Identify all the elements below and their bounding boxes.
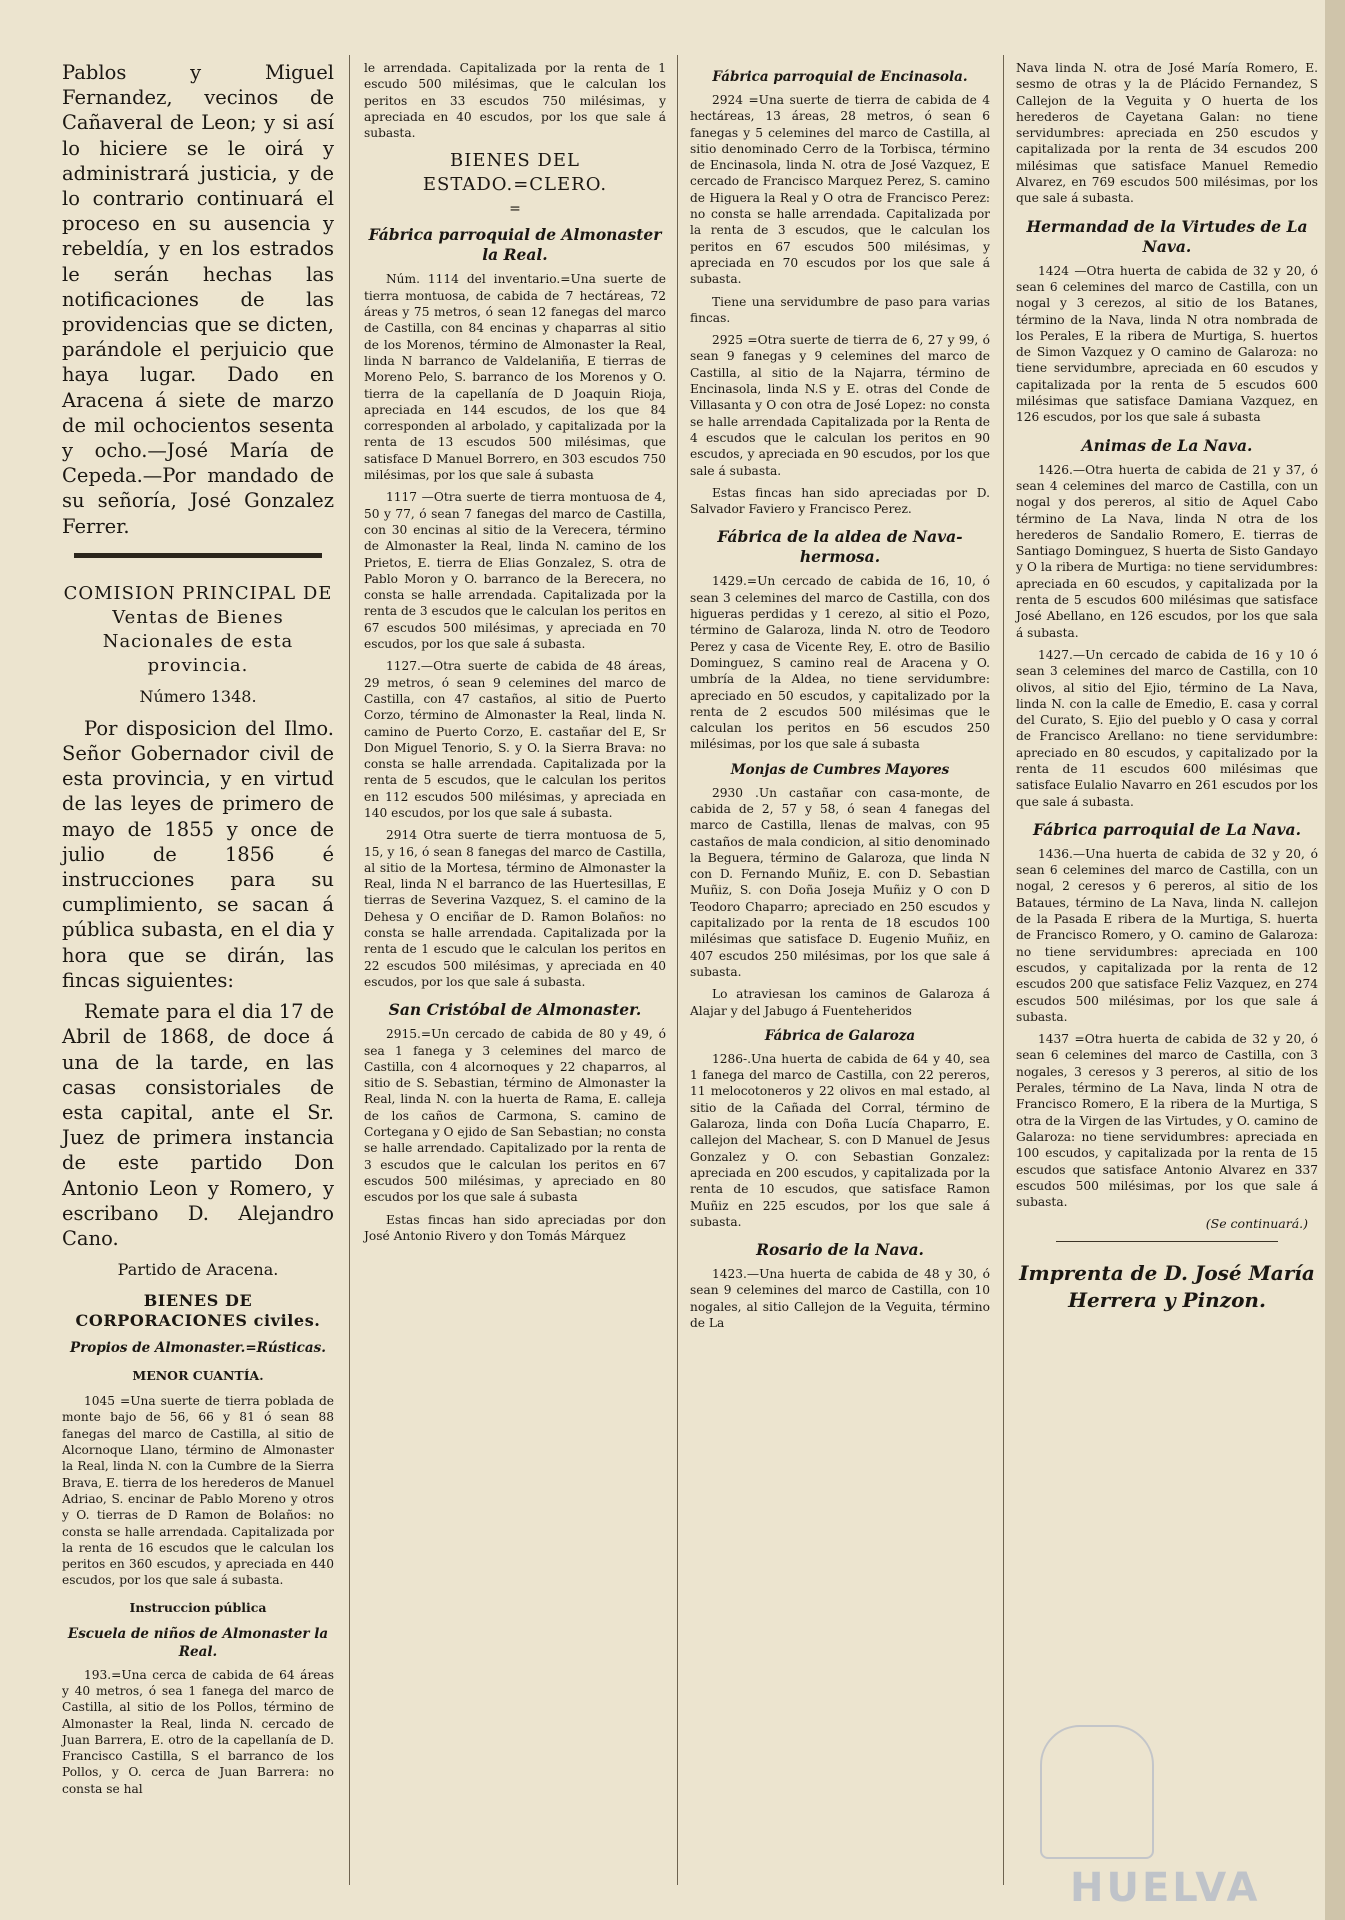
property-entry: 1423.—Una huerta de cabida de 48 y 30, ó sean 9 celemines del marco de Castilla, con 10 nogales, al sitio Callejon de la Veguita, término de La [690, 1267, 990, 1330]
continuation-note: (Se continuará.) [1205, 1216, 1308, 1232]
property-entry: 1427.—Un cercado de cabida de 16 y 10 ó sean 3 celemines del marco de Castilla, con 10 olivos, al sitio del Ejio, término de La Nava, linda N. con la calle de Emedio, E. casa y corral del Curato, S. Ejio del pueblo y O casa y corral de Francisco Arellano: no tiene servidumbre: apreciado en 80 escudos, y capitalizado por la renta de 11 escudos 600 milésimas que satisface Eulalio Navarro en 261 escudos por los que sale á subasta. [1016, 647, 1318, 809]
column-3 [690, 60, 990, 1337]
property-entry: 2914 Otra suerte de tierra montuosa de 5, 15, y 16, ó sean 8 fanegas del marco de Castilla, al sitio de la Mortesa, término de Almonaster la Real, linda N el barranco de las Huertesillas, E tierras de Severina Vazquez, S. el camino de la Dehesa y O enciñar de D. Ramon Bolaños: no consta se halle arrendada. Capitalizada por la renta de 1 escudo que le calculan los peritos en 22 escudos 500 milésimas, y apreciada en 40 escudos, por los que sale á subasta. [364, 828, 666, 989]
subsection-heading: MENOR CUANTÍA. [132, 1368, 264, 1384]
heading-ornament: = [509, 201, 521, 218]
subsection-heading: Fábrica parroquial de Almonaster la Real. [368, 225, 662, 265]
subsection-heading: Animas de La Nava. [1081, 435, 1253, 455]
property-entry: 1424 —Otra huerta de cabida de 32 y 20, ó sean 6 celemines del marco de Castilla, con un nogal y 3 cerezos, al sitio de los Batanes, término de la Nava, linda N otra nombrada de los Perales, E la ribera de Murtiga, S. huertos de Simon Vazquez y O camino de Galaroza: no tiene servidumbre, apreciada en 60 escudos y capitalizada por la renta de 5 escudos 600 milésimas que satisface Damiana Vazquez, en 126 escudos, por los que sale á subasta [1016, 263, 1318, 425]
subsection-heading: San Cristóbal de Almonaster. [388, 1000, 642, 1020]
library-stamp [1040, 1725, 1154, 1859]
archive-watermark: HUELVA [1070, 1865, 1261, 1911]
column-1 [62, 60, 334, 1803]
column-rule [1003, 55, 1004, 1885]
subsection-heading: Escuela de niños de Almonaster la Real. [67, 1625, 329, 1660]
property-entry: 1426.—Otra huerta de cabida de 21 y 37, ó sean 4 celemines del marco de Castilla, con un nogal y dos pereros, al sitio de Aquel Cabo término de La Nava, linda N otra de los herederos de Sandalio Romero, E. tierras de Santiago Dominguez, S huerta de Sisto Gandayo y O la ribera de Murtiga: no tiene servidumbres: apreciada en 60 escudos, y capitalizada por la renta de 5 escudos 600 milésimas que satisface José Abellano, en 126 escudos, por los que sala á subasta. [1016, 462, 1318, 640]
subsection-heading: Fábrica parroquial de Encinasola. [712, 69, 968, 85]
subsection-heading: Monjas de Cumbres Mayores [730, 761, 950, 778]
property-entry: 193.=Una cerca de cabida de 64 áreas y 40 metros, ó sea 1 fanega del marco de Castilla, al sitio de los Pollos, término de Almonaster la Real, linda N. cercado de Juan Barrera, E. otro de la capellanía de D. Francisco Castilla, S el barranco de los Pollos, y O. cerca de Juan Barrera: no consta se hal [62, 1667, 334, 1796]
printer-credit: Imprenta de D. José María Herrera y Pinzon. [1019, 1261, 1315, 1313]
subsection-heading: Fábrica de la aldea de Nava-hermosa. [717, 527, 963, 567]
property-entry: 1045 =Una suerte de tierra poblada de monte bajo de 56, 66 y 81 ó sean 88 fanegas del marco de Castilla, al sitio de Alcornoque Llano, término de Almonaster la Real, linda N. con la Cumbre de la Sierra Brava, E. tierra de los herederos de Manuel Adriao, S. encinar de Pablo Moreno y otros y O. tierras de D Ramon de Bolaños: no consta se halle arrendada. Capitalizada por la renta de 16 escudos que le calculan los peritos en 360 escudos, y apreciada en 440 escudos, por los que sale á subasta. [62, 1394, 334, 1588]
column-4 [1016, 60, 1318, 1314]
property-entry: 2925 =Otra suerte de tierra de 6, 27 y 99, ó sean 9 fanegas y 9 celemines del marco de Castilla, al sitio de la Najarra, término de Encinasola, linda N.S y E. otras del Conde de Villasanta y O con otra de José Lopez: no consta se halle arrendada Capitalizada por la Renta de 4 escudos que le calculan los peritos en 90 escudos, y apreciada en 90 escudos, por los que sale á subasta. [690, 333, 990, 478]
section-divider [74, 553, 322, 558]
property-entry: Núm. 1114 del inventario.=Una suerte de tierra montuosa, de cabida de 7 hectáreas, 72 áreas y 75 metros, ó sean 12 fanegas del marco de Castilla, con 84 encinas y chaparras al sitio de los Morenos, término de Almonaster la Real, linda N barranco de Valdelaniña, E tierras de Moreno Pelo, S. barranco de los Morenos y O. tierra de la capellanía de D Joaquin Rioja, apreciada en 144 escudos, de los que 84 corresponden al arbolado, y capitalizada por la renta de 13 escudos 500 milésimas, que satisface D Manuel Borrero, en 303 escudos 750 milésimas, por los que sale á subasta [364, 272, 666, 483]
paragraph: Lo atraviesan los caminos de Galaroza á Alajar y del Jabugo á Fuenteheridos [690, 987, 990, 1018]
property-entry: 1429.=Un cercado de cabida de 16, 10, ó sean 3 celemines del marco de Castilla, con dos higueras perdidas y 1 cerezo, al sitio el Pozo, término de Galaroza, linda N. otro de Teodoro Perez y casa de Vicente Rey, E. otro de Basilio Dominguez, S camino real de Aracena y O. umbría de la Aldea, no tiene servidumbre: apreciado en 50 escudos, y capitalizado por la renta de 2 escudos 500 milésimas que le calculan los peritos en 56 escudos 250 milésimas, por los que sale á subasta [690, 574, 990, 752]
section-heading: COMISION PRINCIPAL DE Ventas de Bienes Nacionales de esta provincia. [63, 582, 333, 676]
property-entry: 1127.—Otra suerte de cabida de 48 áreas, 29 metros, ó sean 9 celemines del marco de Castilla, con 47 castaños, al sitio de Puerto Corzo, término de Almonaster la Real, linda N. camino de Puerto Corzo, E. castañar del E, Sr Don Miguel Tenorio, S. y O. la Sierra Brava: no consta se halle arrendada. Capitalizada por la renta de 5 escudos, que le calculan los peritos en 112 escudos 500 milésimas, y apreciada en 140 escudos, por los que sale á subasta. [364, 659, 666, 820]
subsection-heading: Propios de Almonaster.=Rústicas. [70, 1340, 326, 1357]
paragraph: Estas fincas han sido apreciadas por D. Salvador Faviero y Francisco Perez. [690, 485, 990, 517]
property-entry: 2915.=Un cercado de cabida de 80 y 49, ó sea 1 fanega y 3 celemines del marco de Castilla, con 4 alcornoques y 22 chaparros, al sitio de S. Sebastian, término de Almonaster la Real, linda N. con la huerta de Rama, E. calleja de los caños de Carmona, S. camino de Cortegana y O ejido de San Sebastian; no consta se halle arrendado. Capitalizado por la renta de 3 escudos que le calculan los peritos en 67 escudos 500 milésimas, y apreciado en 80 escudos por los que sale á subasta [364, 1027, 666, 1205]
paragraph: Pablos y Miguel Fernandez, vecinos de Cañaveral de Leon; y si así lo hiciere se le oirá y administrará justicia, y de lo contrario continuará el proceso en su ausencia y rebeldía, y en los estrados le serán hechas las notificaciones de las providencias que se dicten, parándole el perjuicio que haya lugar. Dado en Aracena á siete de marzo de mil ochocientos sesenta y ocho.—José María de Cepeda.—Por mandado de su señoría, José Gonzalez Ferrer. [62, 61, 334, 538]
subsection-heading: Instruccion pública [129, 1599, 267, 1615]
paragraph: Por disposicion del Ilmo. Señor Gobernador civil de esta provincia, y en virtud de las leyes de primero de mayo de 1855 y once de julio de 1856 é instrucciones para su cumplimiento, se sacan á pública subasta, en el dia y hora que se dirán, las fincas siguientes: [62, 716, 334, 992]
column-rule [677, 55, 678, 1885]
page-edge [1325, 0, 1345, 1920]
subsection-heading: Hermandad de la Virtudes de La Nava. [1026, 216, 1308, 256]
property-entry: 1286-.Una huerta de cabida de 64 y 40, sea 1 fanega del marco de Castilla, con 22 pereros, 11 melocotoneros y 22 olivos en mal estado, al sitio de la Cañada del Corral, término de Galaroza, linda con Doña Lucía Chaparro, E. callejon del Machear, S. con D Manuel de Jesus Gonzalez y O. con Sebastian Gonzalez: apreciada en 200 escudos, y capitalizada por la renta de 10 escudos, que satisface Ramon Muñiz en 225 escudos, por los que sale á subasta. [690, 1051, 990, 1229]
section-heading: BIENES DEL ESTADO.=CLERO. [422, 150, 608, 196]
footer-divider [1056, 1241, 1278, 1242]
announcement-number: Número 1348. [139, 686, 257, 706]
subsection-heading: Rosario de la Nava. [756, 1240, 924, 1260]
column-2 [364, 60, 666, 1250]
subsection-heading: Fábrica parroquial de La Nava. [1033, 819, 1301, 839]
subsection-heading: Fábrica de Galaroza [764, 1027, 916, 1044]
column-rule [349, 55, 350, 1885]
district-heading: Partido de Aracena. [117, 1260, 279, 1280]
property-entry: le arrendada. Capitalizada por la renta de 1 escudo 500 milésimas, que le calculan los peritos en 33 escudos 750 milésimas, y apreciada en 40 escudos, por los que sale á subasta. [364, 61, 666, 141]
property-entry: 1117 —Otra suerte de tierra montuosa de 4, 50 y 77, ó sean 7 fanegas del marco de Castilla, con 30 encinas al sitio de la Verecera, término de Almonaster la Real, linda N. camino de los Prietos, E. tierra de Elias Gonzalez, S. otra de Pablo Moron y O. barranco de la Berecera, no consta se halle arrendada. Capitalizada por la renta de 3 escudos que le calculan los peritos en 67 escudos 500 milésimas, y apreciada en 70 escudos, por los que sale á subasta. [364, 490, 666, 652]
section-heading: BIENES DE CORPORACIONES civiles. [75, 1291, 321, 1331]
property-entry: 1436.—Una huerta de cabida de 32 y 20, ó sean 6 celemines del marco de Castilla, con un nogal, 2 ceresos y 6 pereros, al sitio de los Bataues, término de La Nava, linda N. callejon de la Pasada E ribera de la Murtiga, S. huerta de Francisco Romero, y O. camino de Galaroza: no tiene servidumbres: apreciada en 100 escudos, y capitalizada por la renta de 12 escudos 200 que satisface Feliz Vazquez, en 274 escudos 500 milésimas, por los que sale á subasta. [1016, 846, 1318, 1024]
property-entry: Nava linda N. otra de José María Romero, E. sesmo de otras y la de Plácido Fernandez, S Callejon de la Veguita y O huerta de los herederos de Cayetana Galan: no tiene servidumbres: apreciada en 250 escudos y capitalizada por la renta de 34 escudos 200 milésimas que satisface Manuel Remedio Alvarez, en 769 escudos 500 milésimas, por los que sale á subasta. [1016, 61, 1318, 206]
paragraph: Remate para el dia 17 de Abril de 1868, de doce á una de la tarde, en las casas consistoriales de esta capital, ante el Sr. Juez de primera instancia de este partido Don Antonio Leon y Romero, y escribano D. Alejandro Cano. [62, 1000, 334, 1250]
property-entry: 1437 =Otra huerta de cabida de 32 y 20, ó sean 6 celemines del marco de Castilla, con 3 nogales, 3 ceresos y 3 pereros, al sitio de los Perales, término de La Nava, linda N otra de Francisco Romero, E la ribera de la Murtiga, S otra de la Virgen de las Virtudes, y O. camino de Galaroza: no tiene servidumbres: apreciada en 100 escudos, y capitalizada por la renta de 15 escudos que satisface Antonio Alvarez en 337 escudos 500 milésimas, por los que sale á subasta. [1016, 1032, 1318, 1210]
paragraph: Tiene una servidumbre de paso para varias fincas. [690, 294, 990, 325]
paragraph: Estas fincas han sido apreciadas por don José Antonio Rivero y don Tomás Márquez [364, 1212, 666, 1243]
property-entry: 2924 =Una suerte de tierra de cabida de 4 hectáreas, 13 áreas, 28 metros, ó sean 6 fanegas y 5 celemines del marco de Castilla, al sitio denominado Cerro de la Torbisca, término de Encinasola, linda N. otra de José Vazquez, E cercado de Francisco Marquez Perez, S. camino de Higuera la Real y O otra de Francisco Perez: no consta se halle arrendada. Capitalizada por la renta de 3 escudos, que le calculan los peritos en 67 escudos 500 milésimas, y apreciada en 70 escudos por los que sale á subasta. [690, 93, 990, 287]
property-entry: 2930 .Un castañar con casa-monte, de cabida de 2, 57 y 58, ó sean 4 fanegas del marco de Castilla, llenas de malvas, con 95 castaños de mala condicion, al sitio denominado la Beguera, término de Galaroza, que linda N con D. Fernando Muñiz, E. con D. Sebastian Muñiz, S. con Doña Joseja Muñiz y O con D Teodoro Chaparro; apreciado en 250 escudos y capitalizado por la renta de 18 escudos 100 milésimas que satisface D. Eugenio Muñiz, en 407 escudos 250 milésimas, por los que sale á subasta. [690, 785, 990, 979]
